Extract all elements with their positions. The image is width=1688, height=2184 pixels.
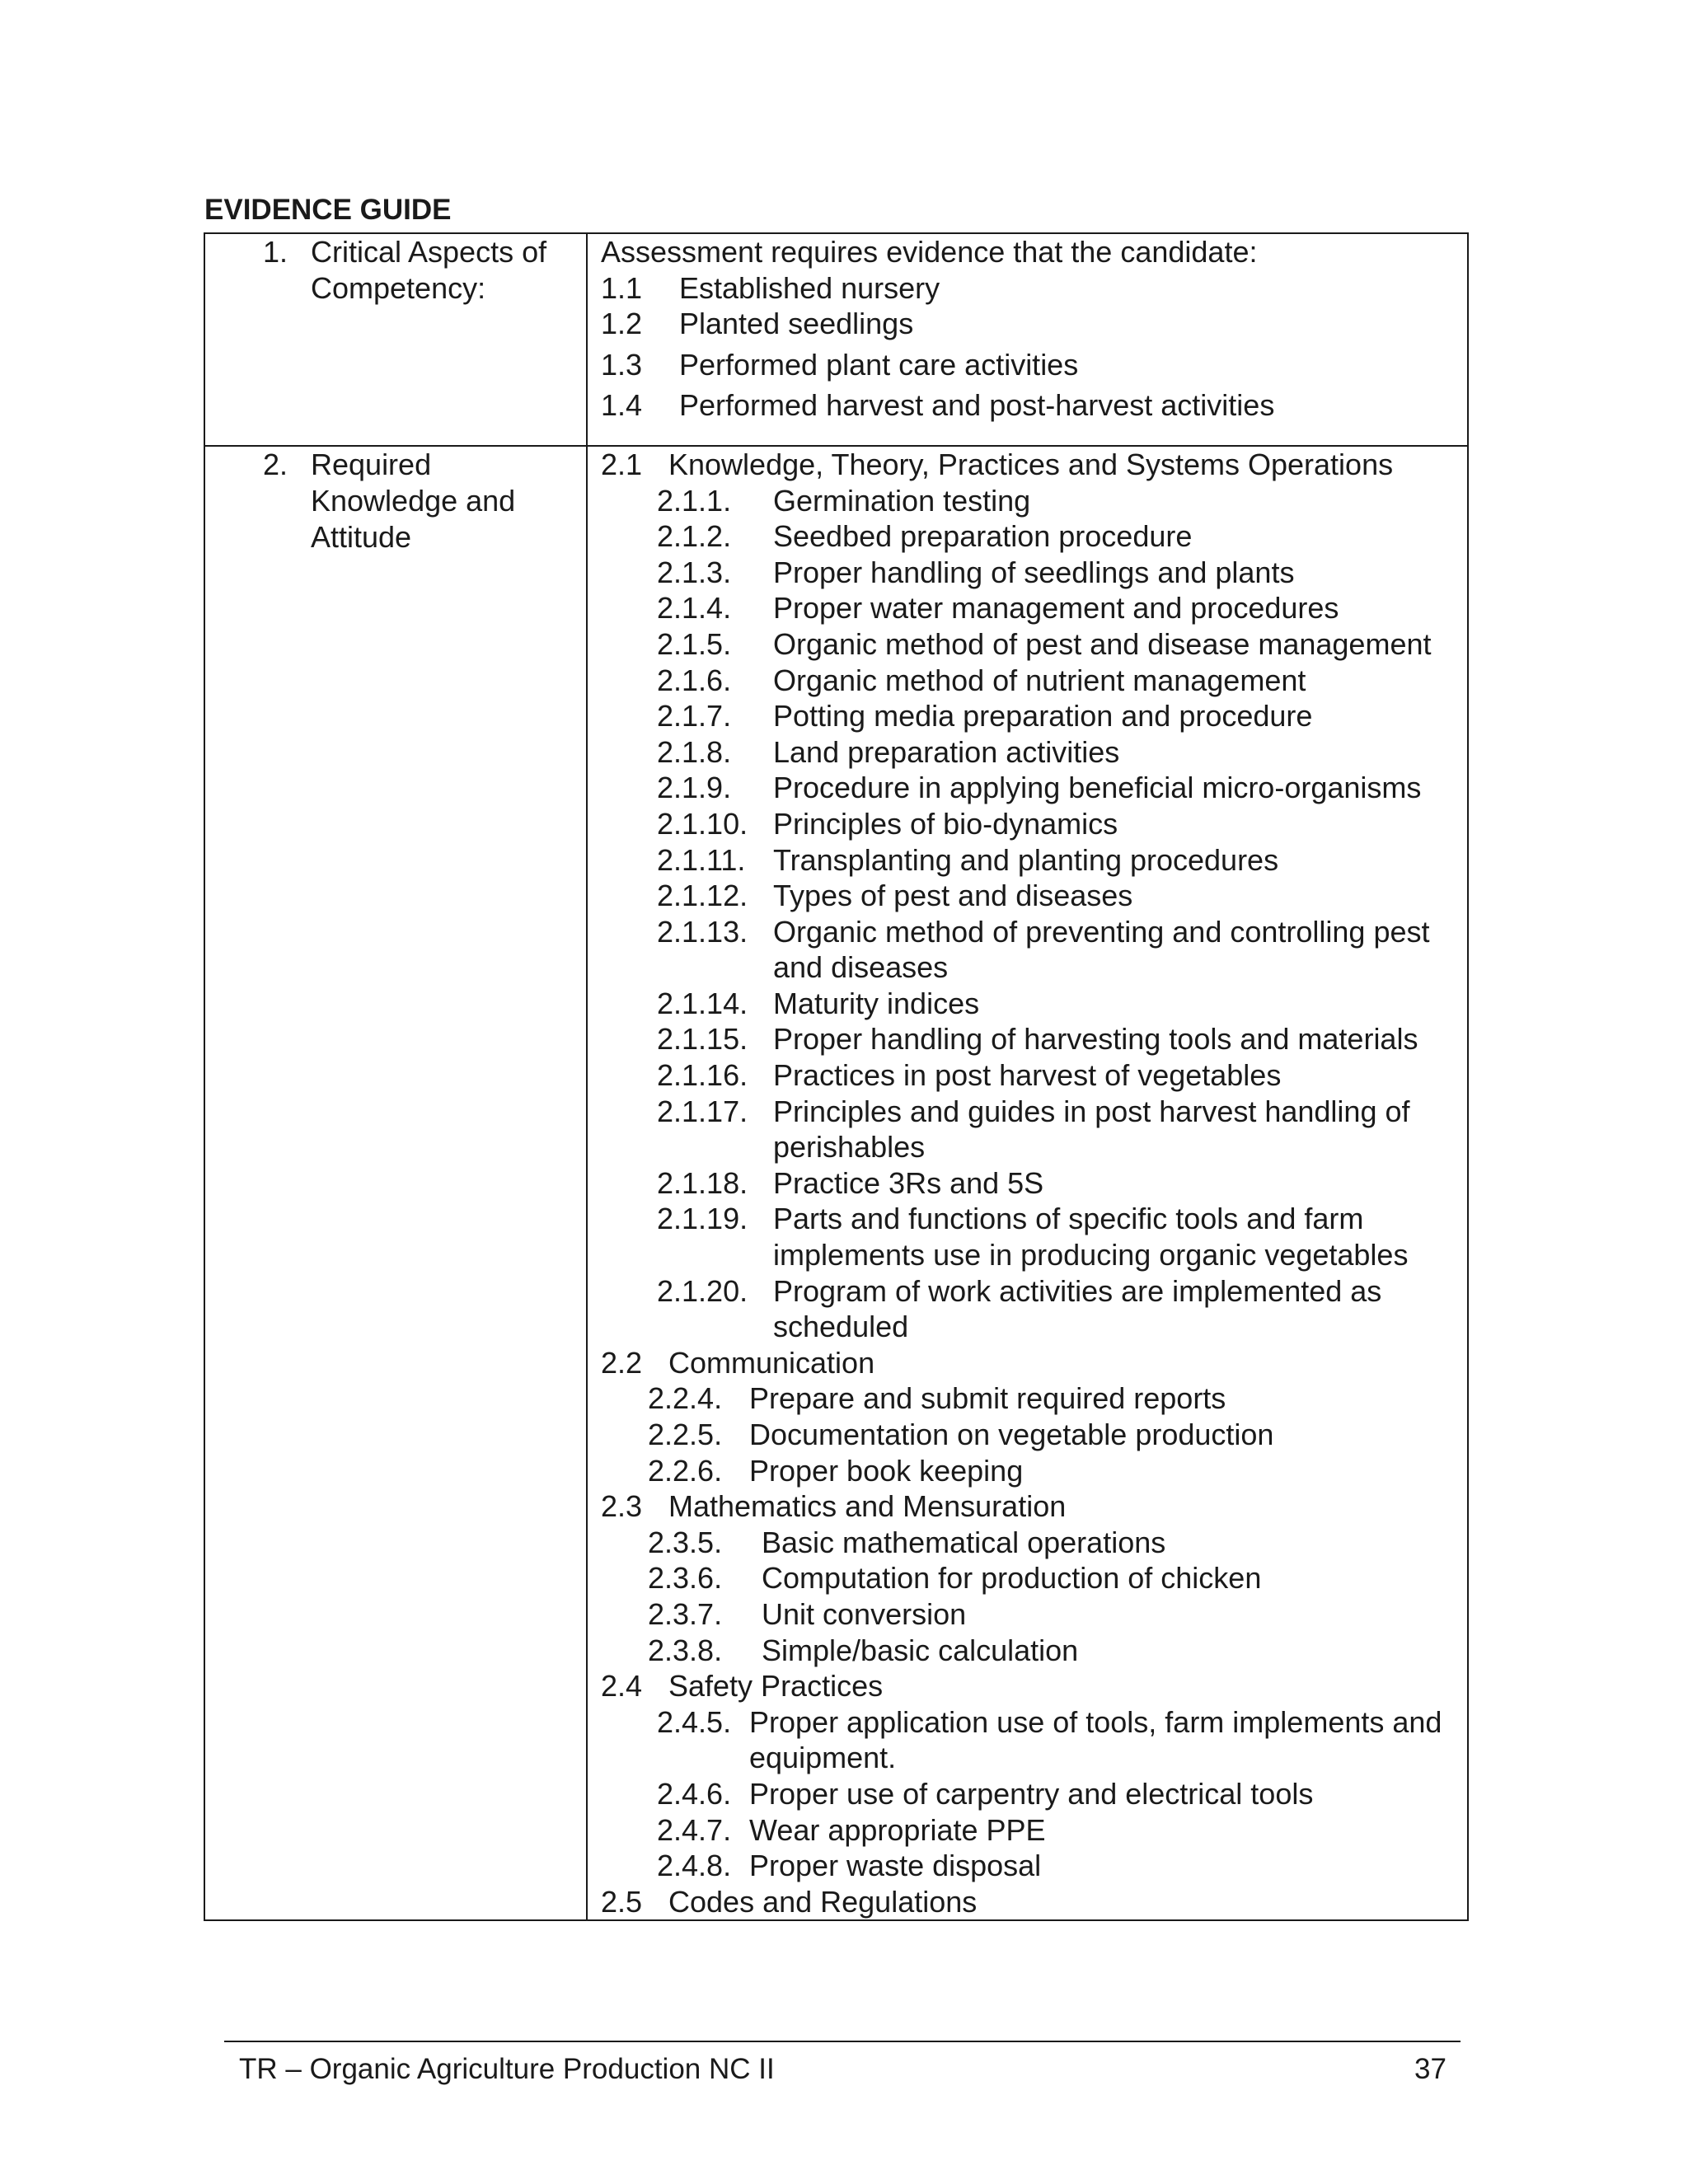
item-text: Program of work activities are implemented as scheduled (773, 1273, 1382, 1344)
list-item (601, 1596, 1459, 1633)
section-number: 2.2 (601, 1345, 643, 1380)
list-item (601, 1704, 1459, 1776)
section-number: 2.1 (601, 447, 643, 481)
item-number: 2.4.8. (657, 1849, 732, 1883)
item-text: Simple/basic calculation (762, 1633, 1079, 1667)
list-item (601, 270, 1459, 307)
list-item (601, 842, 1459, 879)
row-label-cell (204, 233, 587, 446)
item-text: Procedure in applying beneficial micro-organisms (773, 771, 1422, 805)
row-content-cell (587, 446, 1468, 1920)
item-number: 2.1.5. (657, 626, 732, 661)
item-number: 2.1.7. (657, 699, 732, 733)
footer-title: TR – Organic Agriculture Production NC II (239, 2053, 775, 2085)
item-text: Parts and functions of specific tools and farm implements use in producing organic vegetables (773, 1202, 1409, 1272)
list-item (601, 878, 1459, 914)
item-text: Organic method of pest and disease management (773, 626, 1432, 661)
item-number: 2.4.6. (657, 1776, 732, 1811)
item-number: 2.1.13. (657, 914, 748, 949)
list-item (601, 1273, 1459, 1345)
item-number: 2.1.4. (657, 591, 732, 626)
section-title: Mathematics and Mensuration (668, 1489, 1067, 1524)
section-title: Knowledge, Theory, Practices and Systems Operations (668, 447, 1394, 481)
item-number: 2.2.4. (648, 1381, 723, 1416)
item-text: Organic method of preventing and controlling pest and diseases (773, 914, 1430, 985)
item-number: 2.1.10. (657, 806, 748, 841)
list-item (601, 483, 1459, 519)
item-text: Practice 3Rs and 5S (773, 1165, 1044, 1200)
item-text: Seedbed preparation procedure (773, 519, 1193, 554)
section-heading-2-5 (601, 1884, 1459, 1920)
item-text: Types of pest and diseases (773, 879, 1133, 913)
list-item (601, 1165, 1459, 1202)
item-text: Proper waste disposal (749, 1849, 1042, 1883)
list-item (601, 1380, 1459, 1417)
item-number: 1.2 (601, 307, 643, 341)
list-item (601, 1633, 1459, 1669)
item-number: 1.3 (601, 347, 643, 382)
list-item (601, 387, 1459, 424)
item-number: 2.1.11. (657, 842, 746, 877)
list-item (601, 1848, 1459, 1884)
section-number: 2.4 (601, 1669, 643, 1704)
section-heading: EVIDENCE GUIDE (204, 194, 452, 226)
item-number: 2.1.3. (657, 555, 732, 589)
section-heading-2-2 (601, 1345, 1459, 1381)
section-number: 2.5 (601, 1884, 643, 1919)
item-text: Land preparation activities (773, 734, 1120, 769)
section-number: 2.3 (601, 1489, 643, 1524)
list-item (601, 1057, 1459, 1094)
list-item (601, 1812, 1459, 1849)
item-number: 2.1.20. (657, 1273, 748, 1308)
list-item (601, 1560, 1459, 1596)
item-number: 2.1.17. (657, 1094, 748, 1128)
list-item (601, 626, 1459, 663)
footer-divider (224, 2041, 1461, 2042)
item-text: Maturity indices (773, 986, 980, 1020)
list-item (601, 986, 1459, 1022)
item-number: 2.2.5. (648, 1418, 723, 1451)
list-item (601, 1453, 1459, 1489)
item-number: 2.1.12. (657, 879, 748, 913)
item-text: Established nursery (679, 270, 940, 305)
table-row-critical-aspects (204, 233, 1468, 446)
row-label-cell (204, 446, 587, 1920)
section-title: Communication (668, 1345, 875, 1380)
section-heading-2-4 (601, 1668, 1459, 1704)
item-text: Wear appropriate PPE (749, 1812, 1046, 1847)
knowledge-list (588, 447, 1467, 1919)
assessment-intro: Assessment requires evidence that the candidate: (601, 235, 1258, 269)
item-number: 2.1.14. (657, 986, 748, 1020)
section-title: Codes and Regulations (668, 1884, 978, 1919)
row-label: Critical Aspects of Competency: (311, 235, 547, 305)
item-number: 2.2.6. (648, 1453, 723, 1488)
item-text: Computation for production of chicken (762, 1561, 1262, 1596)
list-item (601, 347, 1459, 383)
list-item (601, 1525, 1459, 1561)
item-text: Proper application use of tools, farm implements and equipment. (749, 1704, 1442, 1775)
row-label: Required Knowledge and Attitude (311, 447, 516, 554)
evidence-guide-table (204, 232, 1469, 1921)
item-number: 2.4.5. (657, 1704, 732, 1739)
item-number: 2.1.18. (657, 1165, 748, 1200)
item-number: 2.4.7. (657, 1812, 732, 1847)
item-text: Germination testing (773, 483, 1031, 518)
list-item (601, 1776, 1459, 1812)
item-number: 2.1.16. (657, 1058, 748, 1093)
page-number: 37 (1414, 2053, 1447, 2085)
item-text: Proper handling of harvesting tools and materials (773, 1022, 1418, 1057)
item-text: Documentation on vegetable production (749, 1418, 1274, 1451)
list-item (601, 806, 1459, 842)
list-item (601, 518, 1459, 555)
list-item (601, 914, 1459, 986)
list-item (601, 663, 1459, 699)
item-text: Practices in post harvest of vegetables (773, 1058, 1282, 1093)
item-number: 2.1.1. (657, 483, 732, 518)
item-text: Proper book keeping (749, 1453, 1024, 1488)
list-item (601, 1021, 1459, 1057)
item-text: Proper handling of seedlings and plants (773, 555, 1295, 589)
item-text: Proper use of carpentry and electrical tools (749, 1776, 1314, 1811)
list-item (601, 734, 1459, 771)
item-number: 1.1 (601, 270, 643, 305)
item-text: Proper water management and procedures (773, 591, 1339, 626)
row-number: 2. (263, 447, 288, 481)
item-number: 1.4 (601, 388, 643, 423)
list-item (601, 590, 1459, 626)
item-text: Organic method of nutrient management (773, 663, 1306, 697)
item-number: 2.1.8. (657, 734, 732, 769)
section-heading-2-1 (601, 447, 1459, 483)
item-text: Unit conversion (762, 1596, 967, 1631)
item-text: Transplanting and planting procedures (773, 842, 1279, 877)
row-content-cell (587, 233, 1468, 446)
item-number: 2.1.2. (657, 519, 732, 554)
item-text: Principles of bio-dynamics (773, 806, 1118, 841)
item-text: Performed plant care activities (679, 347, 1079, 382)
item-text: Prepare and submit required reports (749, 1381, 1226, 1416)
list-item (601, 555, 1459, 591)
item-text: Potting media preparation and procedure (773, 699, 1313, 733)
item-number: 2.1.19. (657, 1202, 748, 1236)
row-number: 1. (263, 235, 288, 269)
item-number: 2.3.7. (648, 1596, 723, 1631)
item-number: 2.3.6. (648, 1561, 723, 1596)
list-item (601, 1201, 1459, 1272)
item-text: Planted seedlings (679, 307, 914, 341)
item-text: Principles and guides in post harvest handling of perishables (773, 1094, 1410, 1165)
item-number: 2.1.9. (657, 771, 732, 805)
list-item (601, 1094, 1459, 1165)
item-text: Performed harvest and post-harvest activities (679, 388, 1275, 423)
item-text: Basic mathematical operations (762, 1525, 1166, 1559)
item-number: 2.3.5. (648, 1525, 723, 1559)
item-number: 2.3.8. (648, 1633, 723, 1667)
list-item (601, 306, 1459, 342)
item-number: 2.1.15. (657, 1022, 748, 1057)
section-title: Safety Practices (668, 1669, 884, 1704)
list-item (601, 698, 1459, 734)
item-number: 2.1.6. (657, 663, 732, 697)
table-row-required-knowledge (204, 446, 1468, 1920)
section-heading-2-3 (601, 1488, 1459, 1525)
list-item (601, 1417, 1459, 1453)
list-item (601, 770, 1459, 806)
